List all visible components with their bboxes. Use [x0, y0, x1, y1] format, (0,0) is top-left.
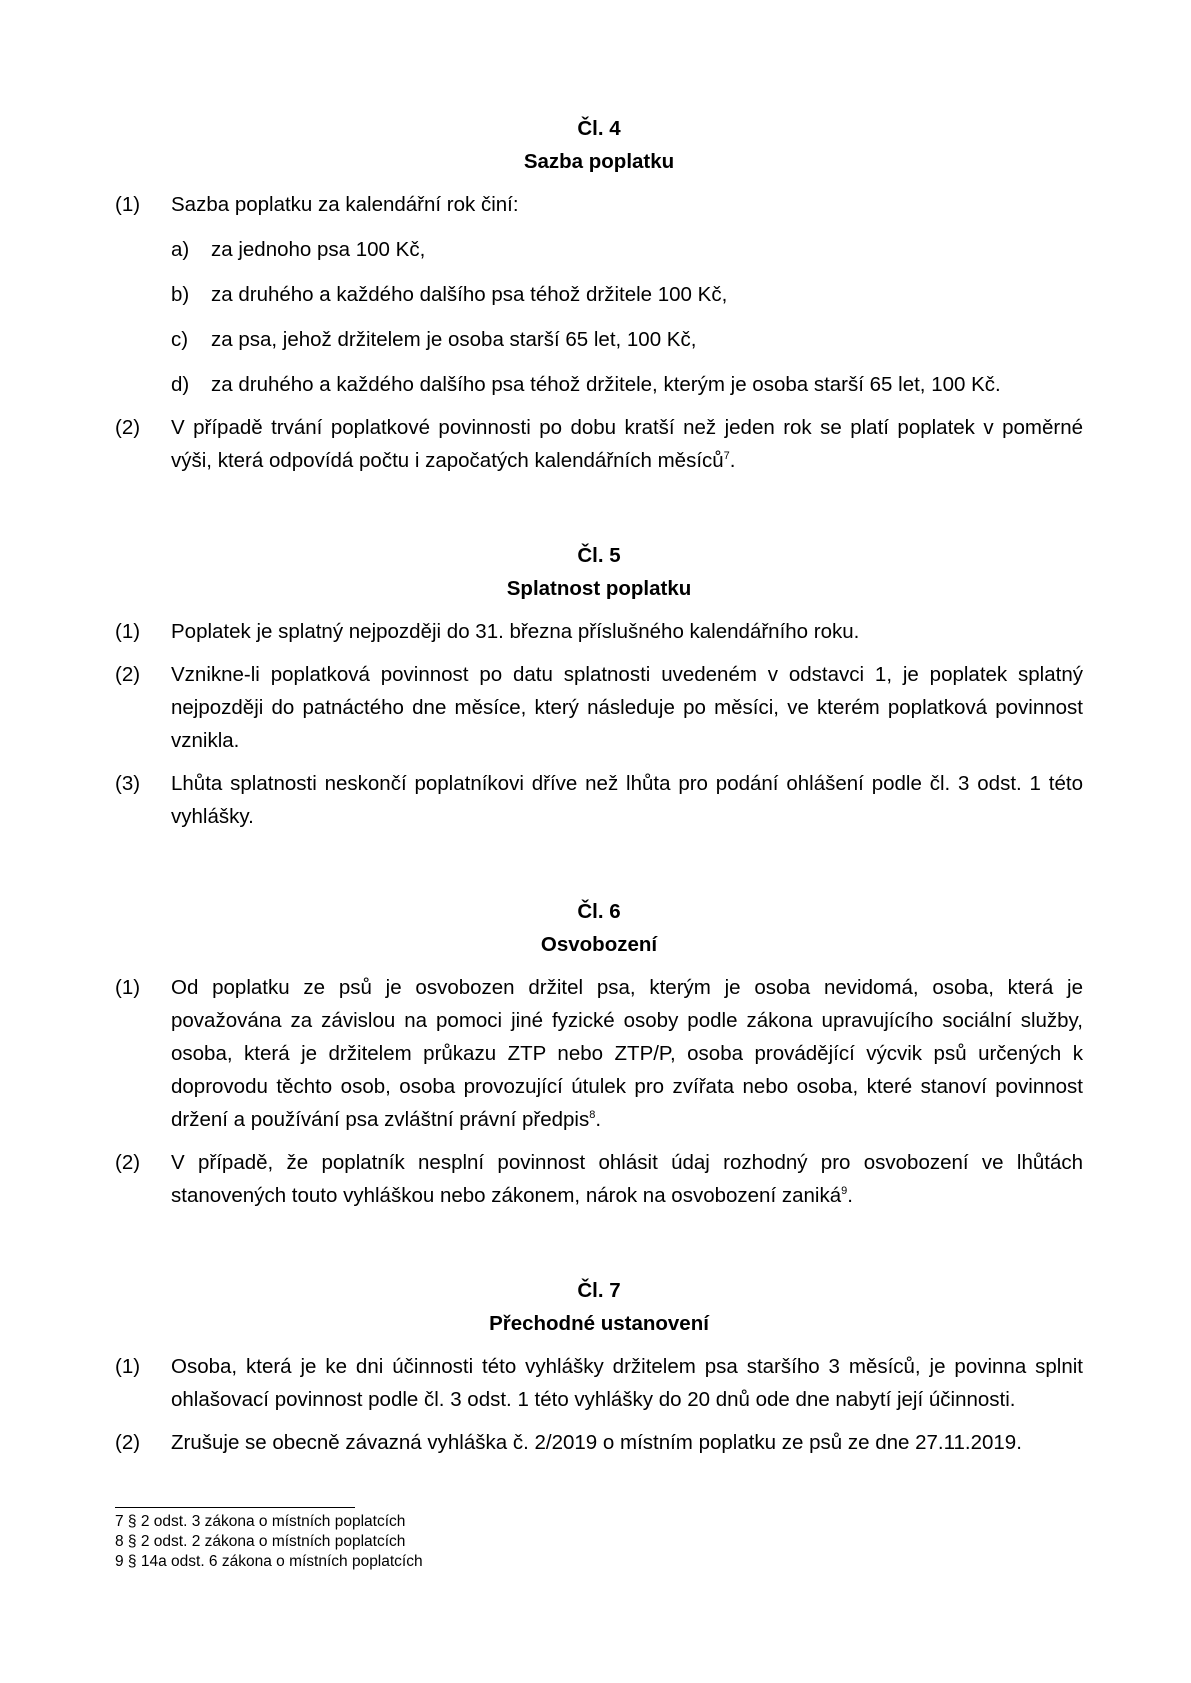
document-body — [115, 112, 1083, 1459]
paragraph-number: (1) — [115, 193, 141, 216]
paragraph-text: Od poplatku ze psů je osvobozen držitel psa, kterým je osoba nevidomá, osoba, která je považována za závislou na pomoci jiné fyzické osoby podle zákona upravujícího sociální služby, osoba, která je držitelem průkazu ZTP nebo ZTP/P, osoba provádějící výcvik psů určených k doprovodu těchto osob, osoba provozující útulek pro zvířata nebo osoba, které stanoví povinnost držení a používání psa zvláštní právní předpis — [171, 976, 1083, 1131]
paragraph — [115, 767, 1083, 833]
paragraph — [115, 411, 1083, 477]
item-text: za jednoho psa 100 Kč, — [211, 238, 426, 261]
paragraph-text: V případě, že poplatník nesplní povinnost ohlásit údaj rozhodný pro osvobození ve lhůtách stanovených touto vyhláškou nebo zákonem, nárok na osvobození zaniká — [171, 1151, 1083, 1207]
paragraph-number: (2) — [115, 416, 141, 439]
article-number: Čl. 7 — [577, 1279, 621, 1302]
paragraph-number: (1) — [115, 1355, 141, 1378]
article-number: Čl. 6 — [577, 900, 621, 923]
article-7 — [115, 1274, 1083, 1459]
item-text: za druhého a každého dalšího psa téhož držitele, kterým je osoba starší 65 let, 100 Kč. — [211, 373, 1001, 396]
paragraph — [115, 1146, 1083, 1212]
article-6 — [115, 895, 1083, 1212]
footnote: 7 § 2 odst. 3 zákona o místních poplatcích — [115, 1513, 406, 1530]
paragraph-number: (2) — [115, 663, 141, 686]
paragraph-number: (1) — [115, 976, 141, 999]
article-number: Čl. 4 — [577, 117, 621, 140]
footnote-ref: 7 — [723, 450, 730, 462]
paragraph-text: Lhůta splatnosti neskončí poplatníkovi dříve než lhůta pro podání ohlášení podle čl. 3 odst. 1 této vyhlášky. — [171, 772, 1083, 828]
paragraph-text: Sazba poplatku za kalendářní rok činí: — [171, 193, 519, 216]
paragraph — [115, 1426, 1083, 1459]
item-letter: d) — [171, 373, 190, 396]
item-letter: a) — [171, 238, 190, 261]
footnote-separator — [115, 1507, 355, 1508]
paragraph-text: Osoba, která je ke dni účinnosti této vyhlášky držitelem psa staršího 3 měsíců, je povinna splnit ohlašovací povinnost podle čl. 3 odst. 1 této vyhlášky do 20 dnů ode dne nabytí její účinnosti. — [171, 1355, 1083, 1411]
paragraph — [115, 1350, 1083, 1416]
paragraph-text: Poplatek je splatný nejpozději do 31. března příslušného kalendářního roku. — [171, 620, 860, 643]
paragraph — [115, 188, 1083, 401]
paragraph-number: (2) — [115, 1431, 141, 1454]
article-title: Splatnost poplatku — [506, 577, 692, 600]
paragraph — [115, 615, 1083, 648]
paragraph — [115, 658, 1083, 757]
article-number: Čl. 5 — [577, 544, 621, 567]
footnote-ref: 9 — [841, 1185, 848, 1197]
rate-list — [171, 233, 1083, 401]
paragraph — [115, 971, 1083, 1136]
list-item — [171, 323, 1083, 356]
article-5 — [115, 539, 1083, 833]
list-item — [171, 368, 1083, 401]
paragraph-text: Vznikne-li poplatková povinnost po datu splatnosti uvedeném v odstavci 1, je poplatek splatný nejpozději do patnáctého dne měsíce, který následuje po měsíci, ve kterém poplatková povinnost vznikla. — [171, 663, 1083, 752]
paragraph-end: . — [595, 1108, 602, 1131]
paragraph-number: (2) — [115, 1151, 141, 1174]
footnote: 9 § 14a odst. 6 zákona o místních poplatcích — [115, 1553, 423, 1570]
footnote: 8 § 2 odst. 2 zákona o místních poplatcích — [115, 1533, 406, 1550]
item-text: za psa, jehož držitelem je osoba starší 65 let, 100 Kč, — [211, 328, 697, 351]
paragraph-number: (1) — [115, 620, 141, 643]
footnotes — [115, 1512, 423, 1572]
paragraph-text: Zrušuje se obecně závazná vyhláška č. 2/2019 o místním poplatku ze psů ze dne 27.11.2019. — [171, 1431, 1022, 1454]
paragraph-text: V případě trvání poplatkové povinnosti po dobu kratší než jeden rok se platí poplatek v poměrné výši, která odpovídá počtu i započatých kalendářních měsíců — [171, 416, 1083, 472]
article-4 — [115, 112, 1083, 477]
list-item — [171, 233, 1083, 266]
article-title: Osvobození — [540, 933, 658, 956]
list-item — [171, 278, 1083, 311]
article-title: Přechodné ustanovení — [489, 1312, 709, 1335]
paragraph-end: . — [847, 1184, 853, 1207]
article-title: Sazba poplatku — [523, 150, 675, 173]
footnote-ref: 8 — [589, 1109, 596, 1121]
item-letter: b) — [171, 283, 190, 306]
paragraph-end: . — [729, 449, 736, 472]
paragraph-number: (3) — [115, 772, 141, 795]
item-letter: c) — [171, 328, 189, 351]
item-text: za druhého a každého dalšího psa téhož držitele 100 Kč, — [211, 283, 728, 306]
